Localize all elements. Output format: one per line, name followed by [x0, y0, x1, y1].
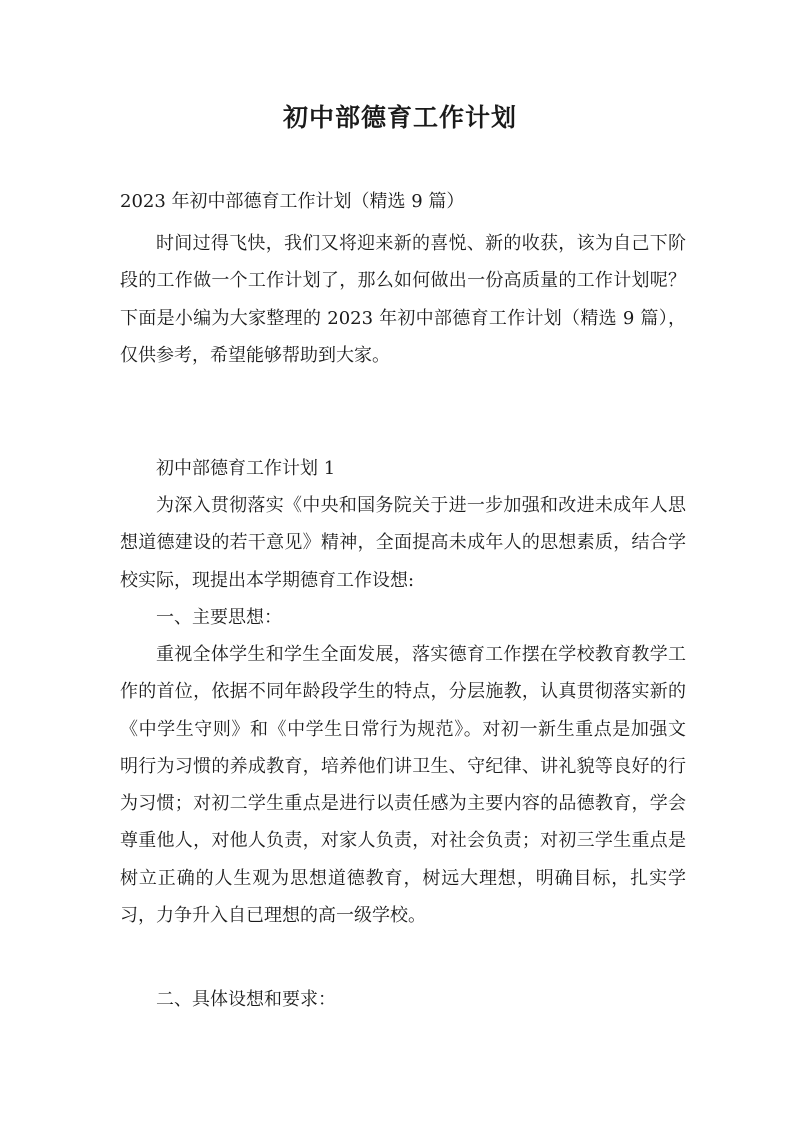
section-heading-2: 二、具体设想和要求：	[156, 989, 336, 1010]
body-paragraph-1: 为深入贯彻落实《中央和国务院关于进一步加强和改进未成年人思想道德建设的若干意见》精神，全面提高未成年人的思想素质，结合学校实际，现提出本学期德育工作设想:	[120, 495, 686, 591]
section-heading-1: 一、主要思想：	[156, 607, 282, 628]
document-title: 初中部德育工作计划	[282, 103, 517, 132]
body-paragraph-2: 重视全体学生和学生全面发展，落实德育工作摆在学校教育教学工作的首位，依据不同年龄段学生的特点，分层施教，认真贯彻落实新的《中学生守则》和《中学生日常行为规范》。对初一新生重点是加强文明行为习惯的养成教育，培养他们讲卫生、守纪律、讲礼貌等良好的行为习惯；对初二学生重点是进行以责任感为主要内容的品德教育，学会尊重他人，对他人负责，对家人负责，对社会负责；对初三学生重点是树立正确的人生观为思想道德教育，树远大理想，明确目标，扎实学习，力争升入自已理想的高一级学校。	[120, 644, 686, 927]
intro-paragraph: 时间过得飞快，我们又将迎来新的喜悦、新的收获，该为自己下阶段的工作做一个工作计划了，那么如何做出一份高质量的工作计划呢？下面是小编为大家整理的 2023 年初中部德育工作计划（精选 9 篇），仅供参考，希望能够帮助到大家。	[120, 233, 686, 366]
article-title: 初中部德育工作计划 1	[156, 458, 336, 479]
document-subtitle: 2023 年初中部德育工作计划（精选 9 篇）	[120, 191, 465, 212]
